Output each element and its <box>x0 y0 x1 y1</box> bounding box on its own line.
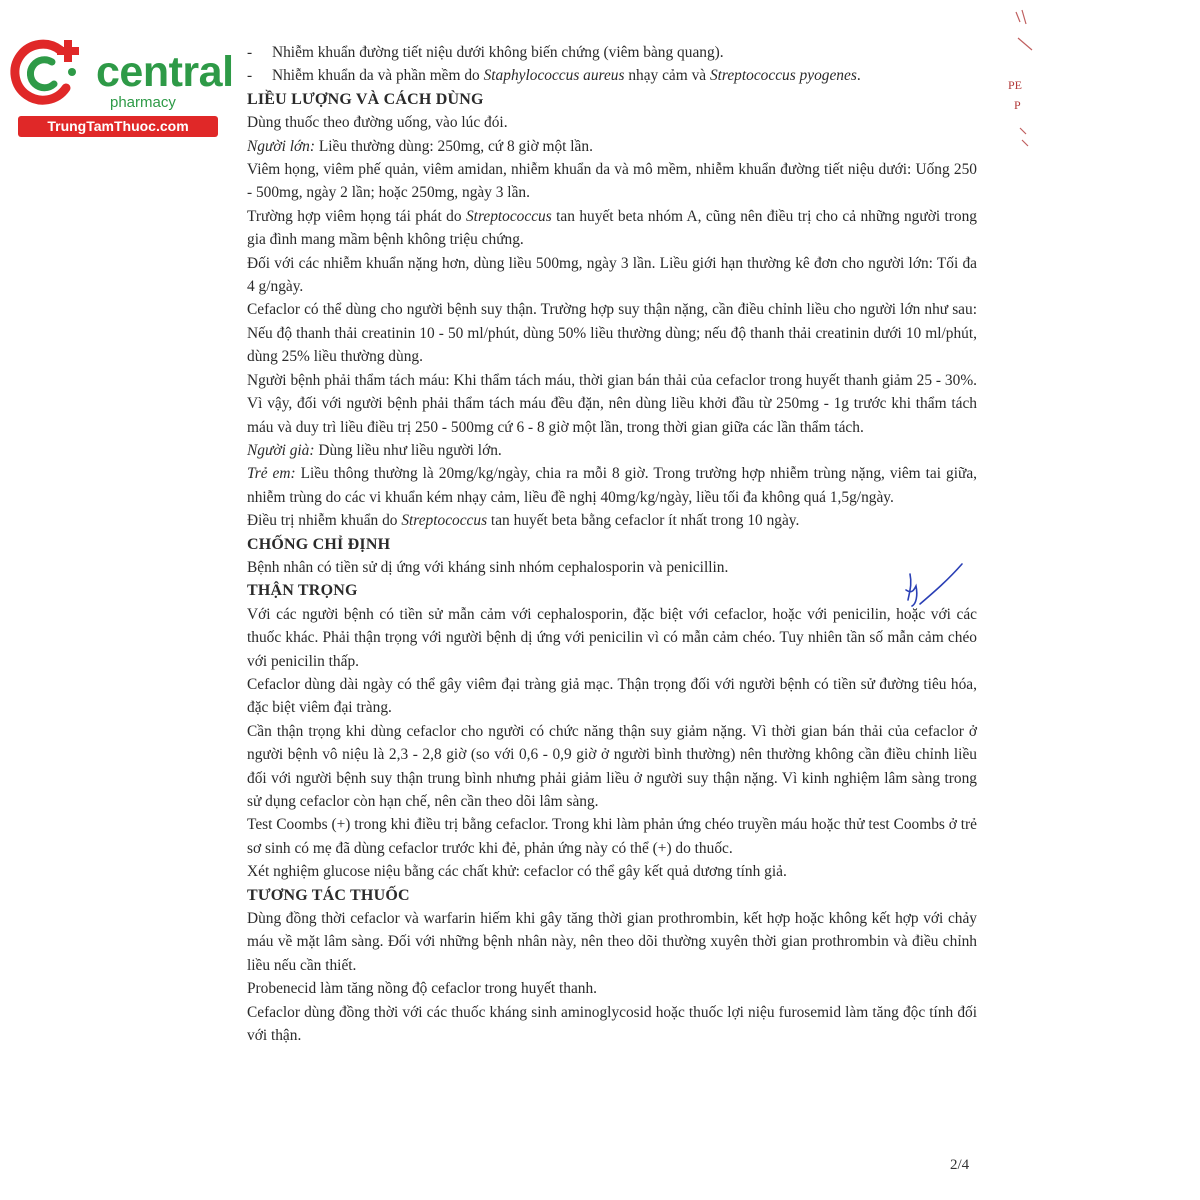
bullet-text: Nhiễm khuẩn da và phần mềm do <box>272 67 484 85</box>
paragraph: Xét nghiệm glucose niệu bằng các chất khử: cefaclor có thể gây kết quả dương tính giả. <box>247 863 787 881</box>
bullet-text: nhạy cảm và <box>624 67 710 85</box>
page-number: 2/4 <box>950 1157 970 1173</box>
intro-bullet: - Nhiễm khuẩn da và phần mềm do Staphylococcus aureus nhạy cảm và Streptococcus pyogenes. <box>247 67 861 85</box>
paragraph-text: tan huyết beta bằng cefaclor ít nhất trong 10 ngày. <box>487 512 800 530</box>
signature-icon <box>900 560 970 620</box>
section-heading-interactions: TƯƠNG TÁC THUỐC <box>247 886 410 904</box>
paragraph: Dùng đồng thời cefaclor và warfarin hiếm khi gây tăng thời gian prothrombin, kết hợp hoặc không kết hợp với chảy máu về mặt lâm sàng. Đối với những bệnh nhân này, nên theo dõi thường xuyên thời gian prothrombin và điều chỉnh liều nếu cần thiết. <box>247 910 977 974</box>
paragraph: Viêm họng, viêm phế quản, viêm amidan, nhiễm khuẩn da và mô mềm, nhiễm khuẩn đường tiết niệu dưới: Uống 250 - 500mg, ngày 2 lần; hoặc 250mg, ngày 3 lần. <box>247 161 977 202</box>
stamp-marks-icon <box>1008 0 1048 150</box>
paragraph <box>247 135 977 158</box>
intro-bullet: - Nhiễm khuẩn đường tiết niệu dưới không biến chứng (viêm bàng quang). <box>247 44 724 61</box>
paragraph <box>247 462 977 509</box>
paragraph: Test Coombs (+) trong khi điều trị bằng cefaclor. Trong khi làm phản ứng chéo truyền máu hoặc thử test Coombs ở trẻ sơ sinh có mẹ đã dùng cefaclor trước khi đẻ, phản ứng này có thể (+) do thuốc. <box>247 816 977 857</box>
paragraph <box>247 205 977 252</box>
section-heading-dosage: LIỀU LƯỢNG VÀ CÁCH DÙNG <box>247 90 484 108</box>
margin-stamp <box>1008 0 1048 150</box>
paragraph-text: tan huyết beta nhóm A, cũng nên điều trị cho cả những người trong gia đình mang mầm bệnh không triệu chứng. <box>247 207 977 249</box>
paragraph: Dùng thuốc theo đường uống, vào lúc đói. <box>247 114 508 132</box>
species-name: Streptococcus <box>465 207 552 225</box>
section-heading-precautions: THẬN TRỌNG <box>247 582 358 600</box>
paragraph-text: Điều trị nhiễm khuẩn do <box>247 512 402 530</box>
section-heading-contraindications: CHỐNG CHỈ ĐỊNH <box>247 535 391 553</box>
species-name: Staphylococcus aureus <box>483 67 625 85</box>
paragraph-text: Trường hợp viêm họng tái phát do <box>247 207 466 225</box>
paragraph <box>247 439 977 462</box>
paragraph: Người bệnh phải thẩm tách máu: Khi thẩm tách máu, thời gian bán thải của cefaclor trong huyết thanh giảm 25 - 30%. Vì vậy, đối với người bệnh phải thẩm tách máu đều đặn, nên dùng liều khởi đầu từ 250mg - 1g trước khi thẩm tách máu và duy trì liều điều trị 250 - 500mg cứ 6 - 8 giờ một lần, trong thời gian giữa các lần thẩm tách. <box>247 371 977 436</box>
paragraph-text: Liều thông thường là 20mg/kg/ngày, chia ra mỗi 8 giờ. Trong trường hợp nhiễm trùng nặng, viêm tai giữa, nhiễm trùng do các vi khuẩn kém nhạy cảm, liều đề nghị 40mg/kg/ngày, liều tối đa không quá 1,5g/ngày. <box>247 465 977 506</box>
species-name: Streptococcus pyogenes <box>709 67 857 85</box>
central-pharmacy-logo[interactable] <box>8 36 234 136</box>
pharmacy-cross-logo-icon <box>8 36 98 116</box>
document-page <box>247 41 977 1047</box>
logo-subtitle: pharmacy <box>110 94 176 111</box>
paragraph-label: Trẻ em: <box>247 465 296 483</box>
bullet-text: Nhiễm khuẩn đường tiết niệu dưới không biến chứng (viêm bàng quang). <box>272 44 724 61</box>
paragraph: Probenecid làm tăng nồng độ cefaclor trong huyết thanh. <box>247 980 598 998</box>
paragraph <box>247 509 977 532</box>
paragraph-text: Liều thường dùng: 250mg, cứ 8 giờ một lần. <box>315 137 593 155</box>
stamp-text-2: P <box>1014 98 1021 112</box>
paragraph: Cefaclor dùng dài ngày có thể gây viêm đại tràng giả mạc. Thận trọng đối với người bệnh có tiền sử đường tiêu hóa, đặc biệt viêm đại tràng. <box>247 675 977 717</box>
species-name: Streptococcus <box>401 512 488 530</box>
paragraph-label: Người già: <box>247 441 315 459</box>
paragraph: Cần thận trọng khi dùng cefaclor cho người có chức năng thận suy giảm nặng. Vì thời gian bán thải của cefaclor ở người bệnh vô niệu là 2,3 - 2,8 giờ (so với 0,6 - 0,9 giờ ở người bình thường) nên thường không cần điều chỉnh liều đối với người bệnh suy thận trung bình nhưng phải giảm liều ở người suy thận nặng. Vì kinh nghiệm lâm sàng trong sử dụng cefaclor còn hạn chế, nên cần theo dõi lâm sàng. <box>247 722 977 810</box>
paragraph-label: Người lớn: <box>247 137 316 155</box>
logo-brand-name: central <box>96 48 234 96</box>
paragraph: Cefaclor có thể dùng cho người bệnh suy thận. Trường hợp suy thận nặng, cần điều chỉnh liều cho người lớn như sau: Nếu độ thanh thải creatinin 10 - 50 ml/phút, dùng 50% liều thường dùng; nếu độ thanh thải creatinin dưới 10 ml/phút, dùng 25% liều thường dùng. <box>247 301 977 366</box>
paragraph: Với các người bệnh có tiền sử mẫn cảm với cephalosporin, đặc biệt với cefaclor, hoặc với penicilin, hoặc với các thuốc khác. Phải thận trọng với người bệnh dị ứng với penicilin vì có mẫn cảm chéo. Tuy nhiên tần số mẫn cảm chéo với penicilin thấp. <box>247 605 977 670</box>
stamp-text-1: PE <box>1008 78 1023 92</box>
paragraph: Cefaclor dùng đồng thời với các thuốc kháng sinh aminoglycosid hoặc thuốc lợi niệu furosemid làm tăng độc tính đối với thận. <box>247 1003 977 1045</box>
paragraph: Bệnh nhân có tiền sử dị ứng với kháng sinh nhóm cephalosporin và penicillin. <box>247 558 729 576</box>
paragraph-text: Dùng liều như liều người lớn. <box>314 441 502 459</box>
paragraph: Đối với các nhiễm khuẩn nặng hơn, dùng liều 500mg, ngày 3 lần. Liều giới hạn thường kê đơn cho người lớn: Tối đa 4 g/ngày. <box>247 254 977 296</box>
bullet-text: . <box>856 67 861 85</box>
logo-website-link[interactable]: TrungTamThuoc.com <box>18 116 218 137</box>
